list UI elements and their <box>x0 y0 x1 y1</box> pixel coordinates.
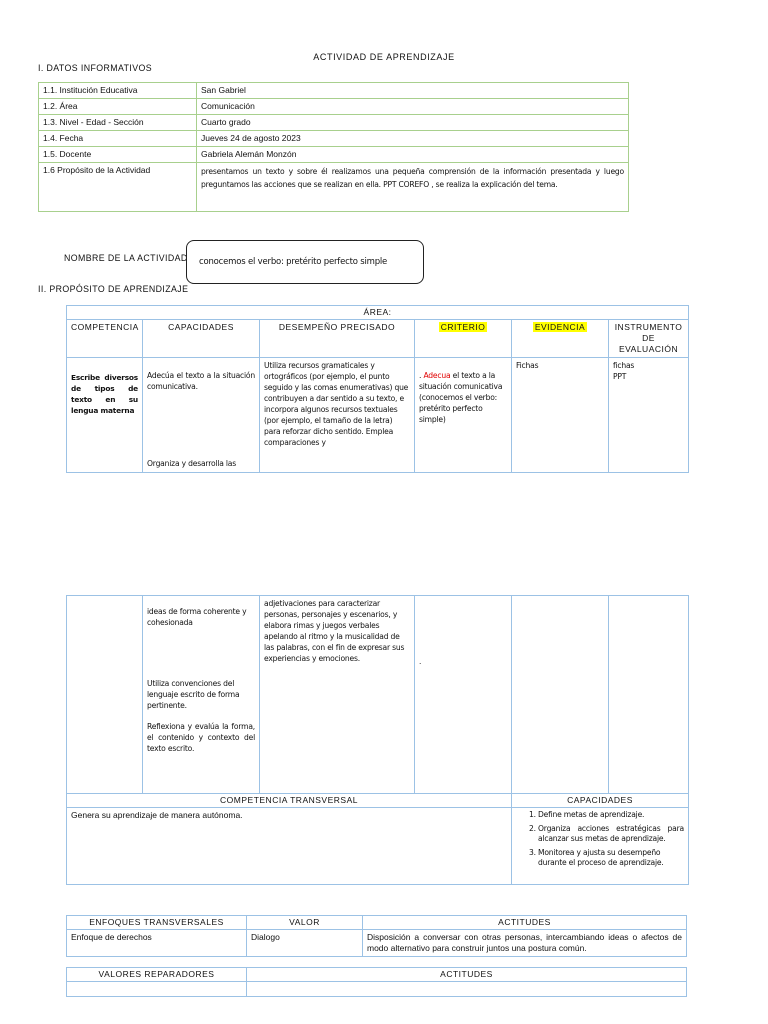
competencia-cell <box>67 596 143 794</box>
header-valores: VALORES REPARADORES <box>67 968 247 982</box>
instrumento-item: fichas <box>613 361 635 370</box>
row-value: Cuarto grado <box>197 115 629 131</box>
table-row <box>67 358 689 473</box>
row-label: 1.3. Nivel - Edad - Sección <box>39 115 197 131</box>
evidencia-cell <box>512 596 609 794</box>
table-row <box>67 306 689 320</box>
activity-name-label: NOMBRE DE LA ACTIVIDAD <box>64 253 188 263</box>
table-row <box>39 131 629 147</box>
list-item: 3. Monitorea y ajusta su desempeño durante el proceso de aprendizaje. <box>538 848 684 868</box>
competencia-cell: Escribe diversos de tipos de texto en su lengua materna <box>67 358 143 473</box>
header-valores-actitudes: ACTITUDES <box>247 968 687 982</box>
table-row <box>67 930 687 957</box>
table-header-row <box>67 794 689 808</box>
valor-actitud-cell <box>247 982 687 997</box>
criterio-highlight: Adecua <box>423 371 451 380</box>
proposito-table-part2 <box>66 595 689 885</box>
capacidad-organiza-end: ideas de forma coherente y cohesionada <box>147 607 247 627</box>
header-valor: VALOR <box>247 916 363 930</box>
capacidades-cell <box>143 358 260 473</box>
table-header-row <box>67 320 689 358</box>
instrumento-cell <box>609 596 689 794</box>
row-label: 1.2. Área <box>39 99 197 115</box>
document-title: ACTIVIDAD DE APRENDIZAJE <box>313 52 455 62</box>
transversal-competencia: Genera su aprendizaje de manera autónoma. <box>67 808 512 885</box>
capacidad-adecua: Adecúa el texto a la situación comunicativa. <box>147 371 255 391</box>
header-competencia: COMPETENCIA <box>67 320 143 358</box>
table-row <box>39 83 629 99</box>
section-1-heading: I. DATOS INFORMATIVOS <box>38 63 152 73</box>
header-enfoques: ENFOQUES TRANSVERSALES <box>67 916 247 930</box>
actitud-cell: Disposición a conversar con otras personas, intercambiando ideas o afectos de modo alternativo para construir juntos una postura común. <box>363 930 687 957</box>
evidencia-label: EVIDENCIA <box>534 322 586 332</box>
table-row <box>67 596 689 794</box>
enfoques-table <box>66 915 687 957</box>
section-2-heading: II. PROPÓSITO DE APRENDIZAJE <box>38 284 189 294</box>
capacidad-reflexiona: Reflexiona y evalúa la forma, el contenido y contexto del texto escrito. <box>147 722 255 753</box>
capacidades-cell <box>143 596 260 794</box>
transversal-capacidades-header: CAPACIDADES <box>512 794 689 808</box>
row-value: San Gabriel <box>197 83 629 99</box>
row-label: 1.5. Docente <box>39 147 197 163</box>
capacidad-convenciones: Utiliza convenciones del lenguaje escrito de forma pertinente. <box>147 679 240 710</box>
table-header-row <box>67 968 687 982</box>
valores-table <box>66 967 687 997</box>
list-item: 1. Define metas de aprendizaje. <box>538 810 684 820</box>
criterio-label: CRITERIO <box>440 322 486 332</box>
criterio-cell <box>415 358 512 473</box>
valor-reparador-cell <box>67 982 247 997</box>
table-header-row <box>67 916 687 930</box>
row-value: Gabriela Alemán Monzón <box>197 147 629 163</box>
activity-name-box <box>186 240 424 284</box>
table-row <box>39 115 629 131</box>
desempeno-cell: Utiliza recursos gramaticales y ortográficos (por ejemplo, el punto seguido y las comas enumerativas) que contribuyen a dar sentido a su texto, e incorpora algunos recursos textuales (por ejemplo, el tamaño de la letra) para reforzar dicho sentido. Emplea comparaciones y <box>260 358 415 473</box>
header-actitudes: ACTITUDES <box>363 916 687 930</box>
instrumento-cell <box>609 358 689 473</box>
enfoque-cell: Enfoque de derechos <box>67 930 247 957</box>
table-row <box>39 99 629 115</box>
criterio-cell: . <box>415 596 512 794</box>
table-row <box>67 982 687 997</box>
activity-name: conocemos el verbo: pretérito perfecto simple <box>199 257 388 267</box>
header-desempeno: DESEMPEÑO PRECISADO <box>260 320 415 358</box>
row-value: Jueves 24 de agosto 2023 <box>197 131 629 147</box>
purpose-value: presentamos un texto y sobre él realizamos una pequeña comprensión de la información presentada y luego preguntamos las acciones que se realizan en ella. PPT COREFO , se realiza la explicación del tema. <box>197 163 629 212</box>
criterio-text: el texto a la situación comunicativa (conocemos el verbo: pretérito perfecto simple) <box>419 371 503 424</box>
criterio-prefix: . <box>419 371 424 380</box>
header-criterio <box>415 320 512 358</box>
instrumento-item: PPT <box>613 372 627 381</box>
row-label: 1.4. Fecha <box>39 131 197 147</box>
table-row <box>39 163 629 212</box>
evidencia-cell: Fichas <box>512 358 609 473</box>
desempeno-cell: adjetivaciones para caracterizar personas, personajes y escenarios, y elabora rimas y juegos verbales apelando al ritmo y la musicalidad de las palabras, con el fin de expresar sus experiencias y emociones. <box>260 596 415 794</box>
capacidades-list <box>516 810 684 868</box>
list-item: 2. Organiza acciones estratégicas para alcanzar sus metas de aprendizaje. <box>538 824 684 844</box>
proposito-table-part1 <box>66 305 689 473</box>
row-label: 1.6 Propósito de la Actividad <box>39 163 197 212</box>
area-header: ÁREA: <box>67 306 689 320</box>
capacidad-organiza-start: Organiza y desarrolla las <box>147 459 237 468</box>
transversal-header: COMPETENCIA TRANSVERSAL <box>67 794 512 808</box>
datos-informativos-table <box>38 82 629 212</box>
transversal-capacidades <box>512 808 689 885</box>
valor-cell: Dialogo <box>247 930 363 957</box>
header-instrumento: INSTRUMENTO DE EVALUACIÓN <box>609 320 689 358</box>
row-label: 1.1. Institución Educativa <box>39 83 197 99</box>
table-row <box>67 808 689 885</box>
row-value: Comunicación <box>197 99 629 115</box>
header-capacidades: CAPACIDADES <box>143 320 260 358</box>
table-row <box>39 147 629 163</box>
header-evidencia <box>512 320 609 358</box>
